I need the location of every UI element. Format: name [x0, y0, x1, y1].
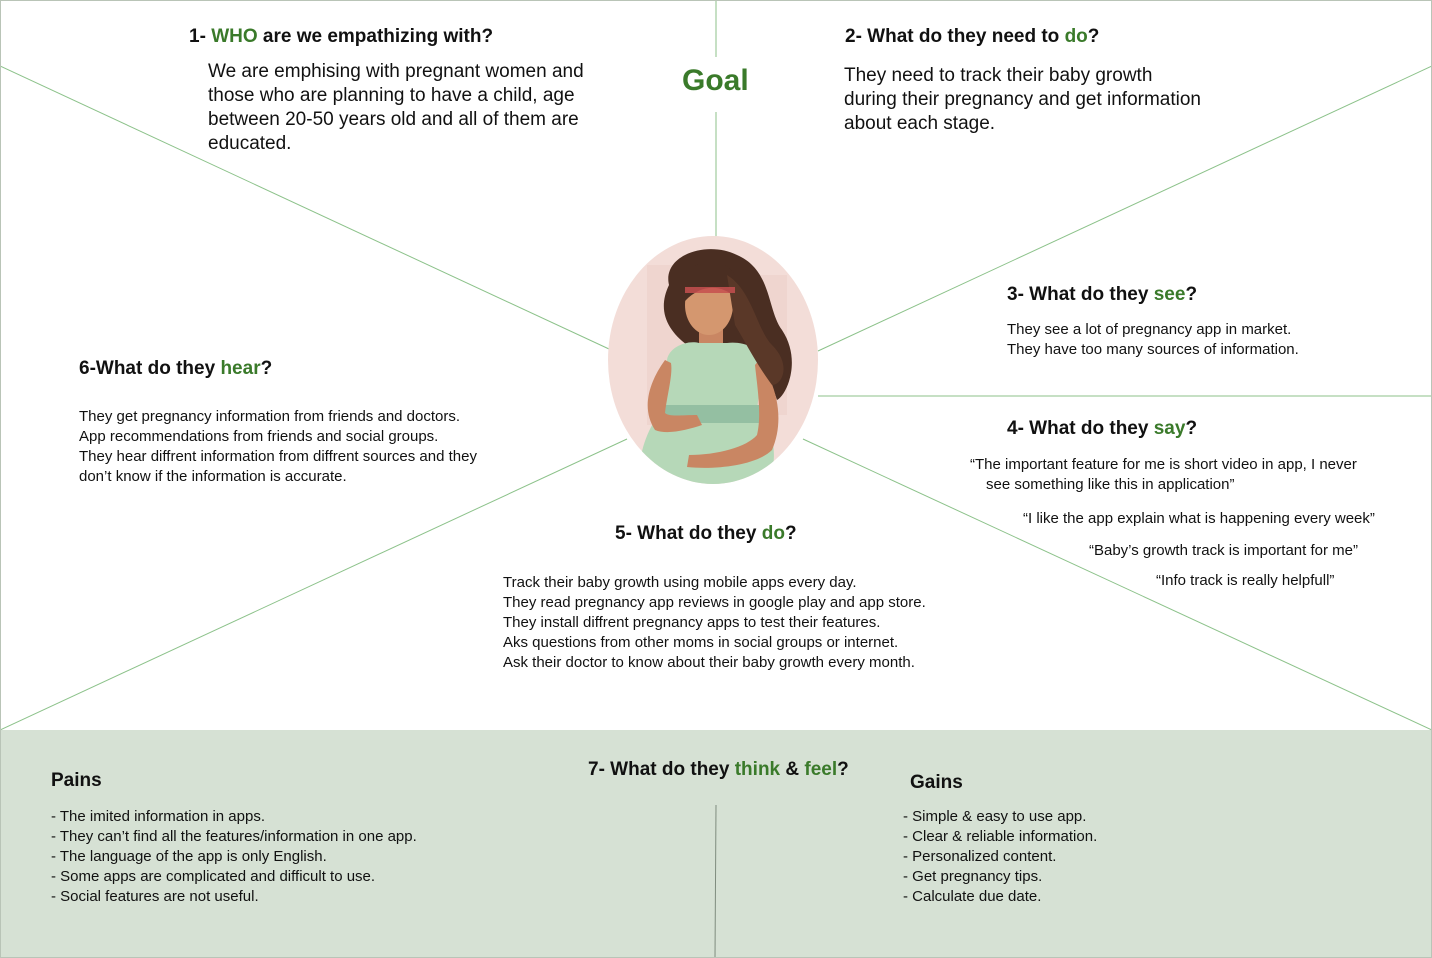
see-title-accent: see: [1153, 284, 1186, 305]
do-title: [615, 523, 797, 545]
do-line: They install diffrent pregnancy apps to test their features.: [503, 614, 881, 631]
gain-item: - Get pregnancy tips.: [903, 868, 1043, 885]
gain-item: - Simple & easy to use app.: [903, 808, 1087, 825]
do-title-accent: do: [761, 523, 785, 544]
need-title-suffix: ?: [1087, 26, 1100, 47]
feel-title-accent: feel: [804, 759, 838, 780]
gain-item: - Calculate due date.: [903, 888, 1042, 905]
think-title-accent: think: [734, 759, 781, 780]
pain-item: - The imited information in apps.: [51, 808, 265, 825]
hear-description: [79, 407, 477, 487]
who-line: those who are planning to have a child, age: [208, 85, 575, 106]
do-title-prefix: 5- What do they: [615, 523, 762, 544]
gain-item: - Clear & reliable information.: [903, 828, 1098, 845]
gains-list: [903, 807, 1097, 907]
think-title-prefix: 7- What do they: [588, 759, 735, 780]
need-title: [845, 26, 1099, 48]
pain-item: - Some apps are complicated and difficult to use.: [51, 868, 376, 885]
who-line: educated.: [208, 133, 292, 154]
think-feel-title: [588, 759, 849, 781]
do-description: [503, 573, 926, 673]
say-title-accent: say: [1153, 418, 1186, 439]
do-line: They read pregnancy app reviews in google play and app store.: [503, 594, 926, 611]
see-description: [1007, 320, 1299, 360]
hear-title-accent: hear: [220, 358, 261, 379]
pain-item: - Social features are not useful.: [51, 888, 259, 905]
who-line: between 20-50 years old and all of them are: [208, 109, 579, 130]
gain-item: - Personalized content.: [903, 848, 1057, 865]
need-description: [844, 64, 1201, 136]
do-line: Ask their doctor to know about their baby growth every month.: [503, 654, 915, 671]
hear-title-suffix: ?: [260, 358, 273, 379]
hear-line: don’t know if the information is accurate.: [79, 468, 347, 485]
hear-title-prefix: 6-What do they: [79, 358, 221, 379]
hear-line: They get pregnancy information from friends and doctors.: [79, 408, 461, 425]
pains-title: Pains: [51, 770, 102, 791]
see-title-prefix: 3- What do they: [1007, 284, 1154, 305]
do-line: Track their baby growth using mobile apps every day.: [503, 574, 857, 591]
pain-item: - The language of the app is only English.: [51, 848, 327, 865]
say-quote: “Info track is really helpfull”: [1156, 572, 1335, 589]
who-title-prefix: 1-: [189, 26, 212, 47]
see-line: They see a lot of pregnancy app in market.: [1007, 321, 1292, 338]
say-title-prefix: 4- What do they: [1007, 418, 1154, 439]
who-title-accent: WHO: [211, 26, 258, 47]
hear-title: [79, 358, 272, 380]
say-title: [1007, 418, 1197, 440]
hear-line: App recommendations from friends and social groups.: [79, 428, 439, 445]
need-title-accent: do: [1064, 26, 1088, 47]
who-title-suffix: are we empathizing with?: [257, 26, 494, 47]
need-title-prefix: 2- What do they need to: [845, 26, 1065, 47]
pain-item: - They can’t find all the features/information in one app.: [51, 828, 417, 845]
do-line: Aks questions from other moms in social groups or internet.: [503, 634, 899, 651]
think-title-mid: &: [780, 759, 805, 780]
who-line: We are emphising with pregnant women and: [208, 61, 584, 82]
goal-label: Goal: [682, 64, 749, 97]
who-description: [208, 60, 584, 156]
do-title-suffix: ?: [784, 523, 797, 544]
say-quote: “The important feature for me is short video in app, I never: [970, 456, 1357, 473]
see-line: They have too many sources of information.: [1007, 341, 1299, 358]
who-title: [189, 26, 493, 48]
need-line: during their pregnancy and get information: [844, 89, 1202, 110]
say-quote: “I like the app explain what is happening every week”: [1023, 510, 1375, 527]
say-quote: “Baby’s growth track is important for me”: [1089, 542, 1358, 559]
say-quote: see something like this in application”: [986, 476, 1235, 493]
see-title: [1007, 284, 1197, 306]
need-line: about each stage.: [844, 113, 996, 134]
pregnant-woman-illustration: [607, 235, 819, 485]
gains-title: Gains: [910, 772, 963, 793]
see-title-suffix: ?: [1185, 284, 1198, 305]
say-title-suffix: ?: [1185, 418, 1198, 439]
think-title-suffix: ?: [837, 759, 849, 780]
need-line: They need to track their baby growth: [844, 65, 1153, 86]
hear-line: They hear diffrent information from diffrent sources and they: [79, 448, 477, 465]
pains-list: [51, 807, 417, 907]
